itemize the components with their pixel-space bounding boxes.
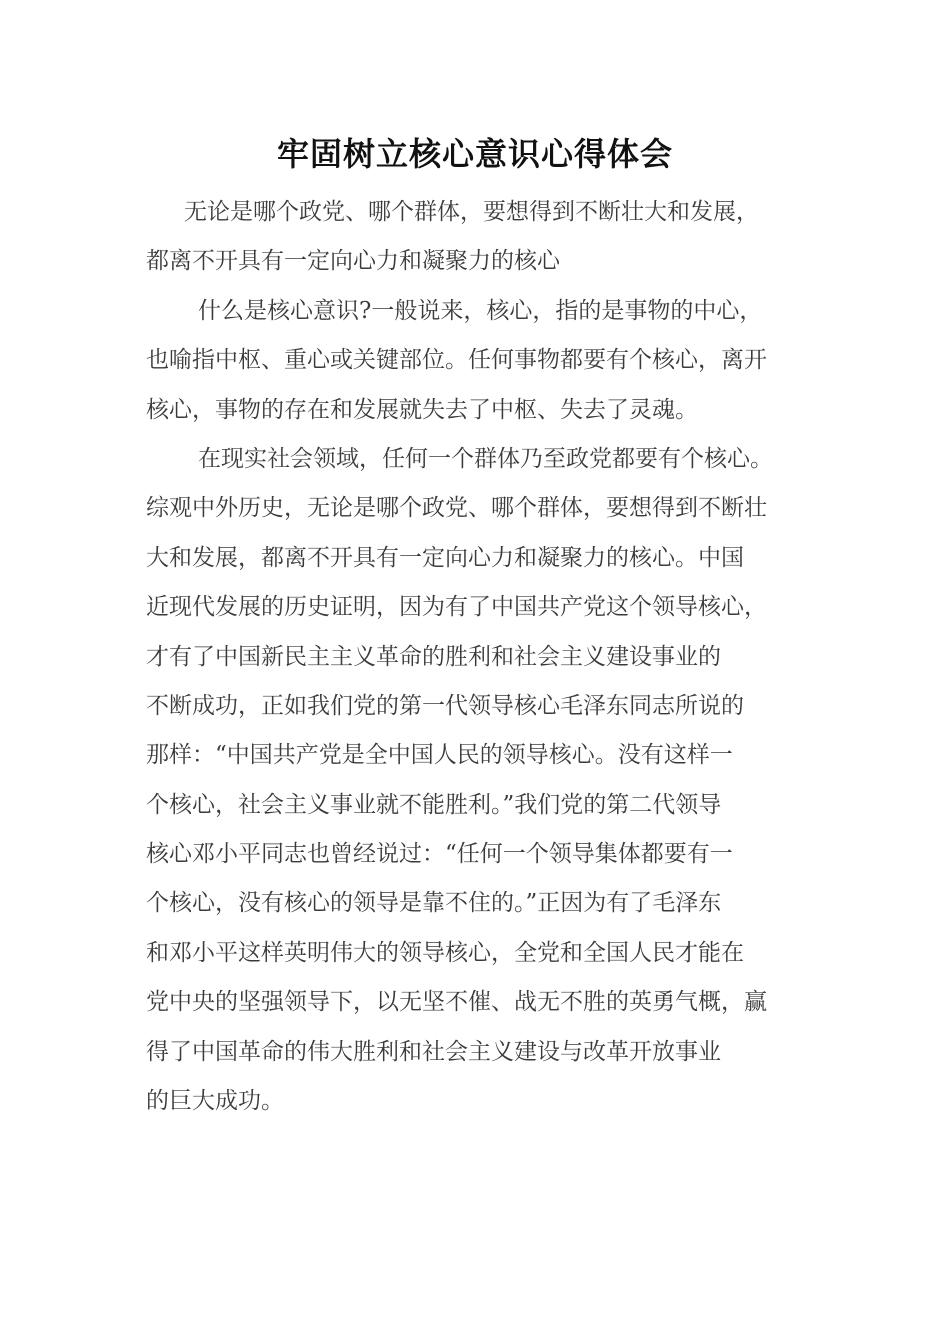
text-line: 个核心，社会主义事业就不能胜利。”我们党的第二代领导 <box>146 791 722 818</box>
text-line: 的巨大成功。 <box>146 1088 284 1115</box>
text-line: 无论是哪个政党、哪个群体，要想得到不断壮大和发展， <box>184 199 759 225</box>
text-line: 大和发展，都离不开具有一定向心力和凝聚力的核心。中国 <box>146 544 744 571</box>
text-line: 什么是核心意识?一般说来，核心，指的是事物的中心， <box>198 297 763 324</box>
text-line: 不断成功，正如我们党的第一代领导核心毛泽东同志所说的 <box>146 692 744 719</box>
text-line: 近现代发展的历史证明，因为有了中国共产党这个领导核心， <box>146 594 767 621</box>
text-line: 在现实社会领域，任何一个群体乃至政党都要有个核心。 <box>198 445 773 472</box>
text-line: 个核心，没有核心的领导是靠不住的。”正因为有了毛泽东 <box>146 890 722 917</box>
text-line: 得了中国革命的伟大胜利和社会主义建设与改革开放事业 <box>146 1038 721 1065</box>
text-line: 党中央的坚强领导下，以无坚不催、战无不胜的英勇气概，赢 <box>146 989 767 1016</box>
text-line: 核心，事物的存在和发展就失去了中枢、失去了灵魂。 <box>146 396 698 423</box>
text-line: 综观中外历史，无论是哪个政党、哪个群体，要想得到不断壮 <box>146 495 767 522</box>
text-line: 和邓小平这样英明伟大的领导核心，全党和全国人民才能在 <box>146 939 744 966</box>
text-line: 也喻指中枢、重心或关键部位。任何事物都要有个核心，离开 <box>146 347 767 374</box>
document-body <box>146 188 816 1126</box>
text-line: 才有了中国新民主主义革命的胜利和社会主义建设事业的 <box>146 643 721 670</box>
text-line: 那样：“中国共产党是全中国人民的领导核心。没有这样一 <box>146 742 733 769</box>
document-title: 牢固树立核心意识心得体会 <box>276 135 673 173</box>
text-line: 都离不开具有一定向心力和凝聚力的核心 <box>146 248 560 275</box>
text-line: 核心邓小平同志也曾经说过：“任何一个领导集体都要有一 <box>146 841 733 868</box>
